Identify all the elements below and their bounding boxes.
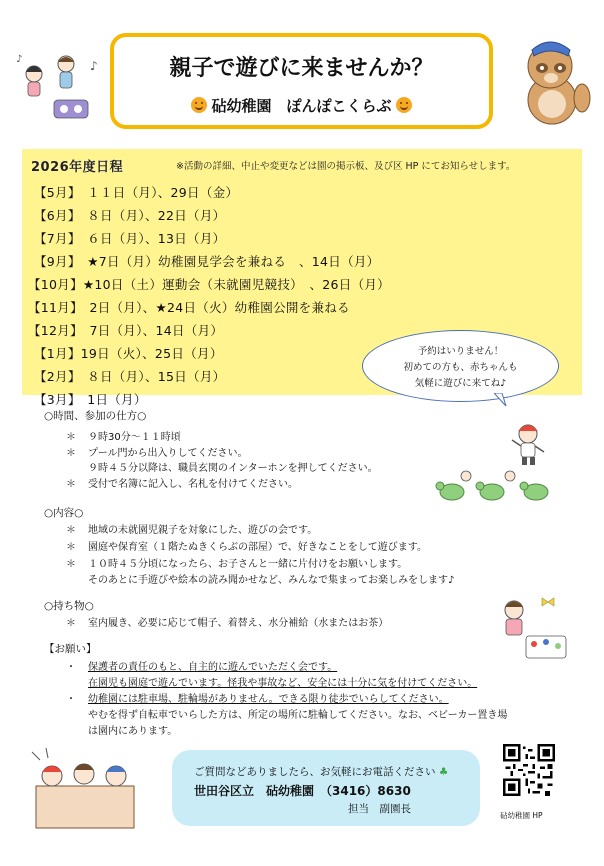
child-with-hat-illustration	[506, 418, 550, 466]
schedule-heading: 2026年度日程	[31, 160, 124, 175]
schedule-row-january: 【1月】19日（火）、25日（月）	[34, 346, 223, 361]
contact-message: ご質問などありましたら、お気軽にお電話ください ♣	[194, 766, 449, 778]
request-item-1: ・ 保護者の責任のもと、自主的に遊んでいただく会です。	[66, 662, 338, 673]
section-time-heading: ○時間、参加の仕方○	[44, 410, 147, 422]
page-subtitle	[114, 95, 489, 116]
qr-code-icon[interactable]	[503, 744, 555, 796]
smiley-left-icon	[191, 97, 207, 113]
request-item-2: ・ 幼稚園には駐車場、駐輪場がありません。できる限り徒歩でいらしてください。	[66, 694, 449, 705]
content-item-3: ＊ １０時４５分頃になったら、お子さんと一緒に片付けをお願いします。	[66, 559, 408, 570]
content-item-3-continuation: そのあとに手遊びや絵本の読み聞かせなど、みんなで集まってお楽しみをします♪	[88, 575, 455, 586]
qr-code-label: 砧幼稚園 HP	[500, 811, 543, 820]
title-box	[110, 33, 493, 129]
svg-text:♪: ♪	[16, 54, 23, 65]
contact-box	[172, 750, 480, 826]
schedule-row-july: 【7月】 ６日（月）、13日（月）	[34, 231, 226, 246]
schedule-row-september: 【9月】 ★7日（月）幼稚園見学会を兼ねる 、14日（月）	[34, 254, 380, 269]
tanuki-mascot-illustration	[510, 28, 594, 128]
request-item-2-continuation-b: は園内にあります。	[88, 726, 178, 737]
subtitle-text: 砧幼稚園 ぽんぽこくらぶ	[211, 97, 392, 115]
section-belongings-heading: ○持ち物○	[44, 600, 94, 612]
section-content-heading: ○内容○	[44, 507, 84, 519]
children-music-illustration	[14, 50, 106, 126]
section-requests-heading: 【お願い】	[44, 643, 97, 655]
time-item-2-continuation: ９時４５分以降は、職員玄関のインターホンを押してください。	[88, 463, 378, 474]
children-in-box-illustration	[30, 746, 142, 832]
svg-text:♪: ♪	[90, 59, 98, 73]
bubble-line-2: 初めての方も、赤ちゃんも	[403, 362, 518, 373]
belongings-item-1: ＊ 室内履き、必要に応じて帽子、着替え、水分補給（水またはお茶）	[66, 618, 389, 629]
schedule-row-february: 【2月】 ８日（月）、15日（月）	[34, 369, 226, 384]
schedule-row-june: 【6月】 ８日（月）、22日（月）	[34, 208, 226, 223]
request-item-2-continuation-a: やむを得ず自転車でいらした方は、所定の場所に駐輪してください。なお、ベビーカー置き場	[88, 710, 508, 721]
schedule-note: ※活動の詳細、中止や変更などは園の掲示板、及び区 HP にてお知らせします。	[176, 161, 516, 172]
schedule-row-december: 【12月】 7日（月）、14日（月）	[28, 323, 224, 338]
speech-bubble	[362, 330, 559, 402]
schedule-row-march: 【3月】 1日（月）	[34, 392, 147, 407]
contact-phone: 世田谷区立 砧幼稚園 （3416）8630	[194, 784, 411, 798]
leaf-icon: ♣	[438, 766, 449, 778]
content-item-2: ＊ 園庭や保育室（１階たぬきくらぶの部屋）で、好きなことをして遊びます。	[66, 542, 427, 553]
bubble-line-3: 気軽に遊びに来てね♪	[414, 378, 507, 389]
time-item-1: ＊ ９時30分～１１時頃	[66, 432, 181, 443]
content-item-1: ＊ 地域の未就園児親子を対象にした、遊びの会です。	[66, 525, 318, 536]
schedule-row-november: 【11月】 2日（月）、★24日（火）幼稚園公開を兼ねる	[28, 300, 350, 315]
speech-bubble-tail	[494, 393, 508, 407]
bubble-line-1: 予約はいりません！	[417, 346, 504, 357]
schedule-row-october: 【10月】★10日（土）運動会（未就園児競技） 、26日（月）	[28, 277, 390, 292]
time-item-3: ＊ 受付で名簿に記入し、名札を付けてください。	[66, 479, 298, 490]
contact-person: 担当 副園長	[348, 803, 411, 815]
page-title: 親子で遊びに来ませんか？	[169, 56, 434, 81]
schedule-row-may: 【5月】 １１日（月）、29日（金）	[34, 185, 239, 200]
turtles-illustration	[432, 470, 560, 506]
smiley-right-icon	[396, 97, 412, 113]
time-item-2: ＊ プール門から出入りしてください。	[66, 448, 248, 459]
request-item-1-continuation: 在園児も園庭で遊んでいます。怪我や事故など、安全には十分に気を付けてください。	[88, 678, 478, 689]
child-with-butterfly-illustration	[492, 592, 572, 664]
